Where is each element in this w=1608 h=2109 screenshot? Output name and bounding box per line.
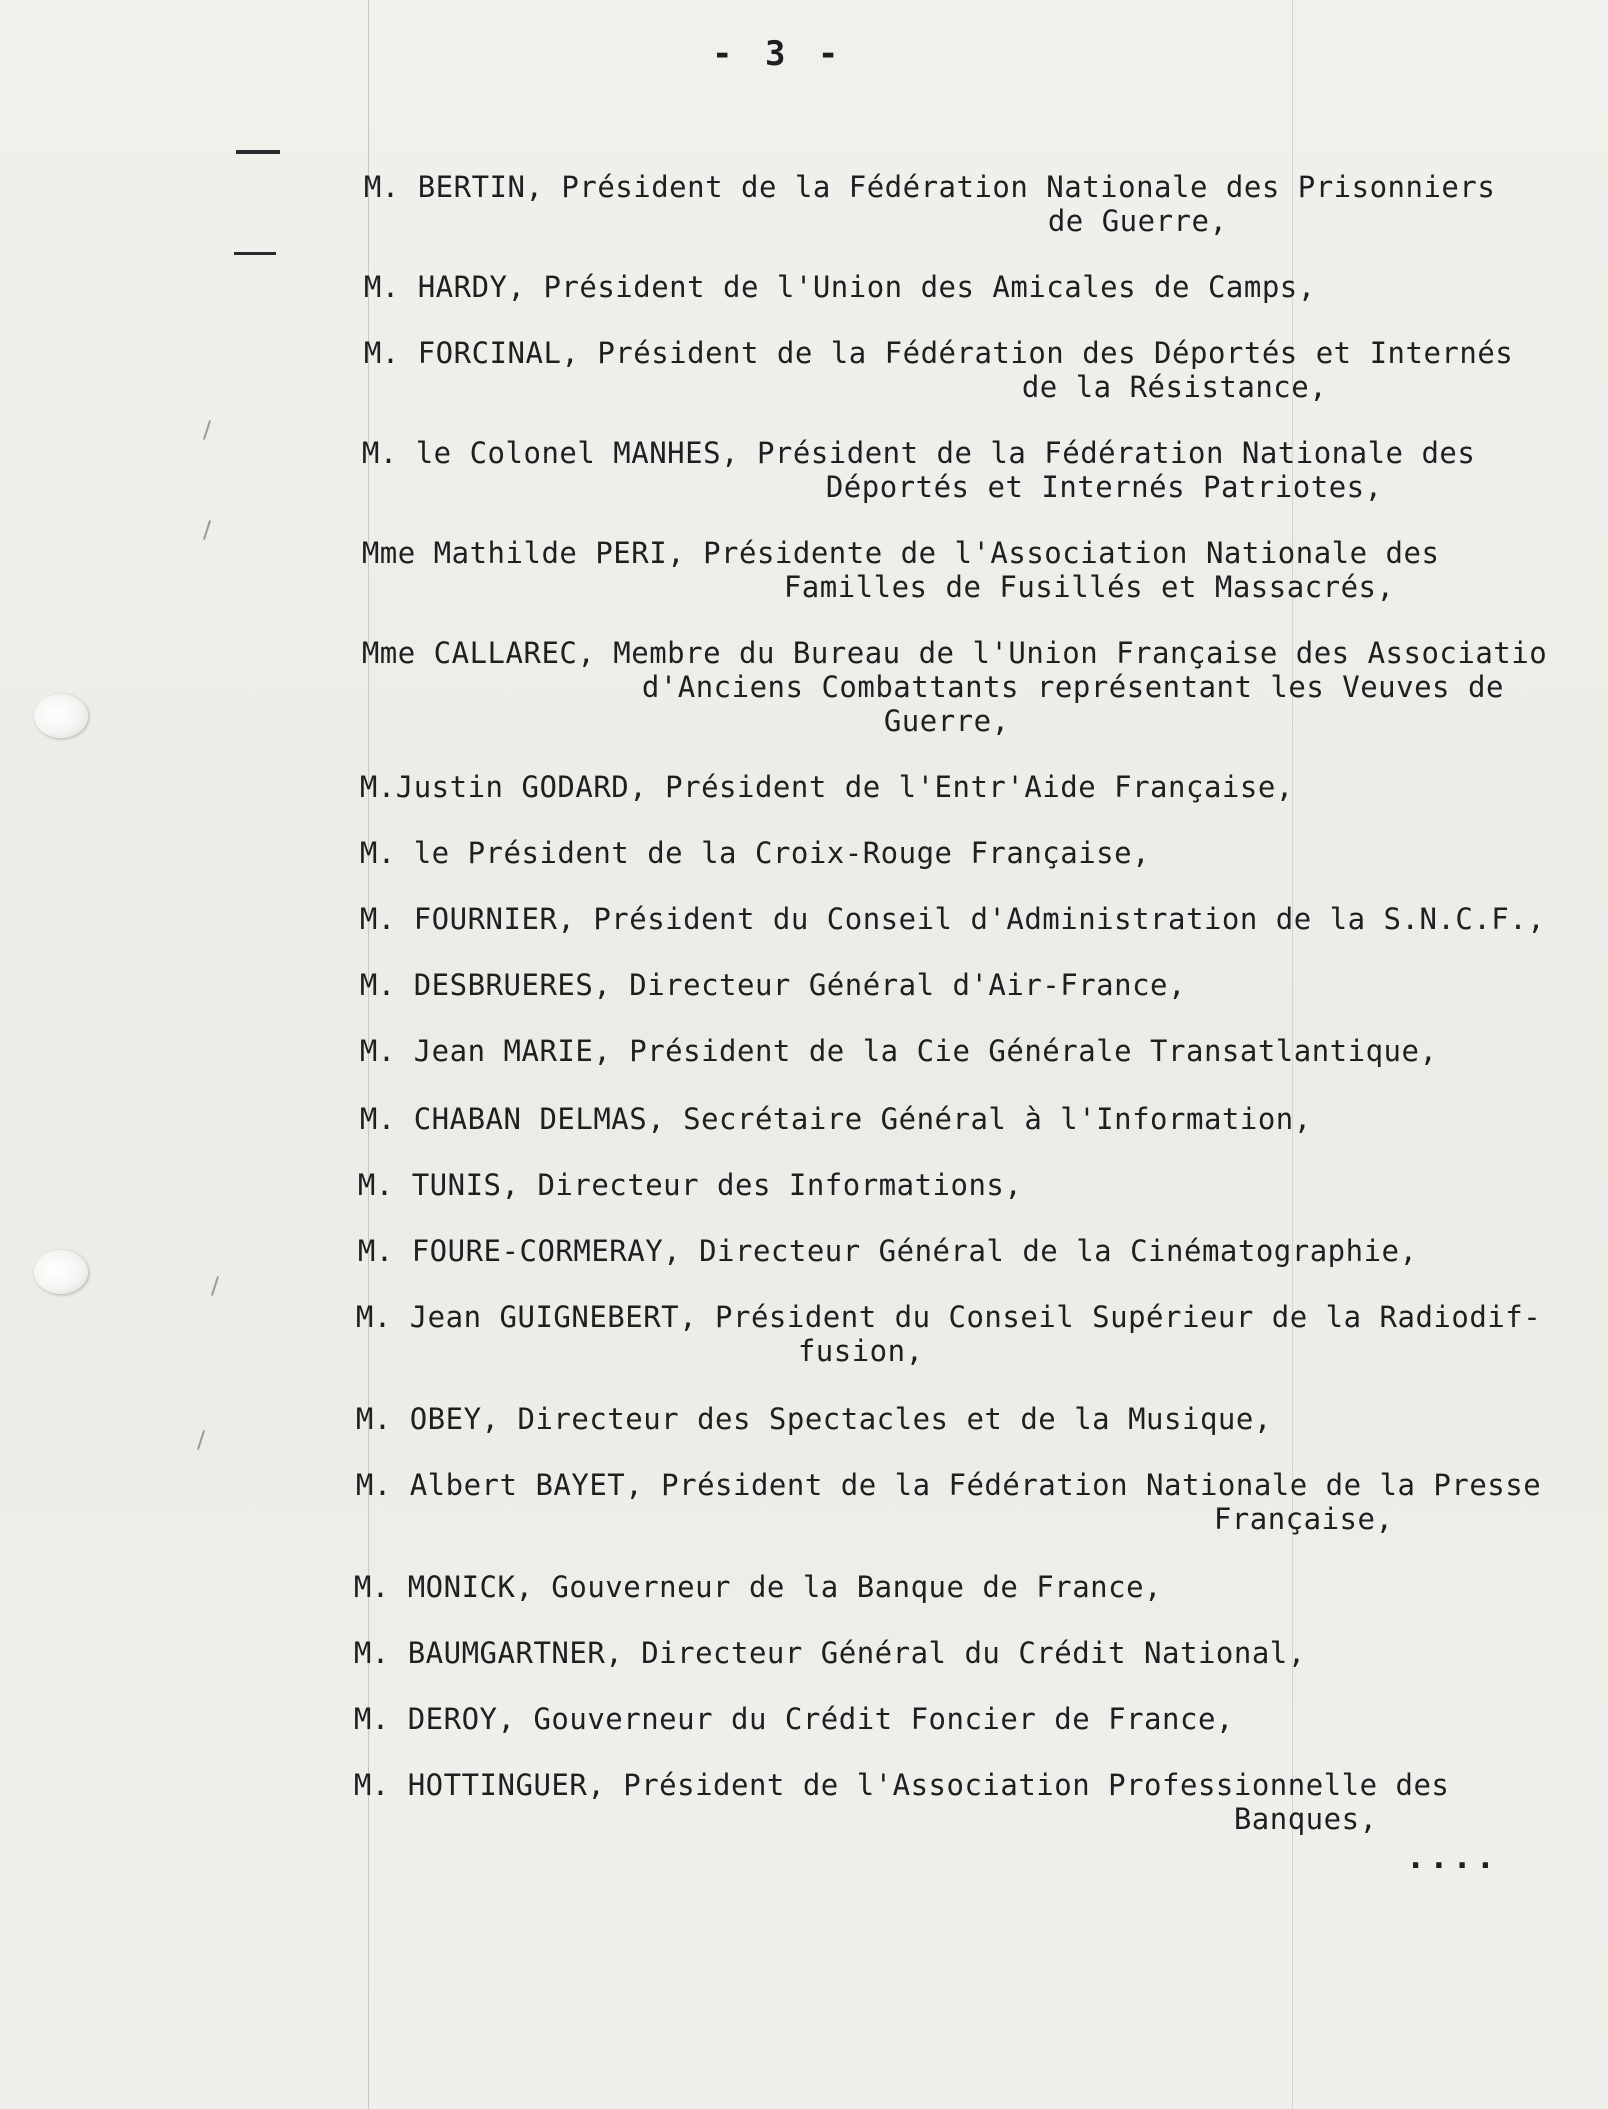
entry-line: M. le Colonel MANHES, Président de la Fédération Nationale des <box>361 436 1476 470</box>
entry-line: Banques, <box>1233 1802 1378 1836</box>
punch-hole <box>34 694 88 738</box>
pencil-mark <box>197 1430 205 1450</box>
entry-line: M.Justin GODARD, Président de l'Entr'Aide Française, <box>359 770 1294 804</box>
entry-line: M. OBEY, Directeur des Spectacles et de la Musique, <box>355 1402 1272 1436</box>
entry-line: M. Albert BAYET, Président de la Fédération Nationale de la Presse <box>355 1468 1542 1502</box>
entry-line: M. HARDY, Président de l'Union des Amicales de Camps, <box>363 270 1316 304</box>
entry-line: M. TUNIS, Directeur des Informations, <box>357 1168 1023 1202</box>
list-item <box>292 302 1513 404</box>
punch-hole <box>34 1250 88 1294</box>
entry-line: Française, <box>1213 1502 1394 1536</box>
entry-line: M. Jean MARIE, Président de la Cie Générale Transatlantique, <box>359 1034 1438 1068</box>
entry-line: M. CHABAN DELMAS, Secrétaire Général à l'Information, <box>359 1102 1312 1136</box>
list-item-continuation <box>1162 1768 1378 1870</box>
pencil-mark <box>203 520 211 540</box>
entry-line: Familles de Fusillés et Massacrés, <box>783 570 1395 604</box>
entry-line: M. FOURE-CORMERAY, Directeur Général de la Cinématographie, <box>357 1234 1418 1268</box>
pencil-mark <box>203 420 211 440</box>
entry-line: M. DEROY, Gouverneur du Crédit Foncier de France, <box>353 1702 1234 1736</box>
entry-line: M. BAUMGARTNER, Directeur Général du Crédit National, <box>353 1636 1306 1670</box>
entry-line: M. HOTTINGUER, Président de l'Association Professionnelle des <box>353 1768 1450 1802</box>
entry-line: Mme CALLAREC, Membre du Bureau de l'Union Française des Associatio <box>361 636 1548 670</box>
entry-line: M. FOURNIER, Président du Conseil d'Administration de la S.N.C.F., <box>359 902 1546 936</box>
entry-line: d'Anciens Combattants représentant les Veuves de <box>641 670 1504 704</box>
entry-line: M. Jean GUIGNEBERT, Président du Conseil Supérieur de la Radiodif- <box>355 1300 1542 1334</box>
list-item-continuation <box>1142 1468 1393 1570</box>
entry-line: de Guerre, <box>1047 204 1228 238</box>
entry-line: M. DESBRUERES, Directeur Général d'Air-France, <box>359 968 1186 1002</box>
entry-line: M. FORCINAL, Président de la Fédération des Déportés et Internés <box>363 336 1514 370</box>
entry-line: M. MONICK, Gouverneur de la Banque de France, <box>353 1570 1163 1604</box>
entry-line: Guerre, <box>883 704 1010 738</box>
continuation-dots: .... <box>1406 1838 1500 1876</box>
entry-line: M. BERTIN, Président de la Fédération Nationale des Prisonniers <box>363 170 1496 204</box>
entry-line: fusion, <box>797 1334 924 1368</box>
entry-line: de la Résistance, <box>1021 370 1328 404</box>
entry-line: Déportés et Internés Patriotes, <box>825 470 1383 504</box>
margin-mark <box>234 252 276 255</box>
entry-line: Mme Mathilde PERI, Présidente de l'Association Nationale des <box>361 536 1440 570</box>
margin-mark <box>236 150 280 154</box>
list-item <box>292 136 1495 238</box>
entry-line: M. le Président de la Croix-Rouge Française, <box>359 836 1151 870</box>
list-item-continuation <box>570 636 1504 738</box>
pencil-mark <box>211 1276 219 1296</box>
page-number: - 3 - <box>712 34 845 74</box>
